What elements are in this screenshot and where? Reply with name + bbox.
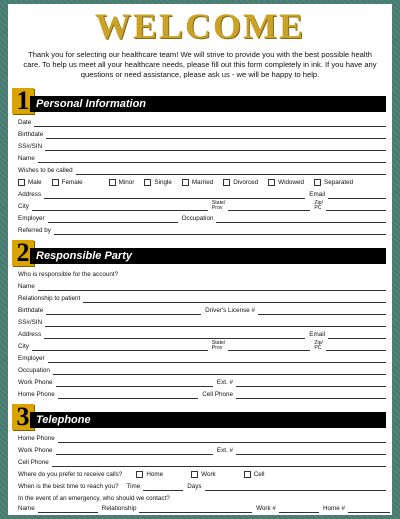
resp-city-label: City	[18, 343, 29, 350]
resp-occupation-field[interactable]	[53, 367, 386, 375]
zip-label-line1: Zip/	[314, 199, 323, 206]
prefer-work-checkbox[interactable]	[191, 470, 216, 479]
checkbox-box[interactable]	[182, 179, 189, 186]
resp-ssn-field[interactable]	[45, 319, 386, 327]
checkbox-box[interactable]	[109, 179, 116, 186]
resp-home-phone-field[interactable]	[58, 391, 198, 399]
emergency-contact-row	[18, 502, 390, 513]
checkbox-box[interactable]	[144, 179, 151, 186]
resp-ext-label: Ext. #	[216, 379, 233, 386]
date-row	[18, 116, 390, 127]
resp-birthdate-row	[18, 304, 390, 315]
employer-field[interactable]	[48, 215, 178, 223]
resp-ext-field[interactable]	[236, 379, 386, 387]
resp-birthdate-label: Birthdate	[18, 307, 44, 314]
tel-work-field[interactable]	[56, 447, 213, 455]
resp-city-row	[18, 340, 390, 351]
resp-address-field[interactable]	[44, 331, 305, 339]
address-label: Address	[18, 191, 42, 198]
resp-email-label: Email	[309, 331, 325, 338]
separated-checkbox[interactable]	[314, 178, 353, 187]
referred-label: Referred by	[18, 227, 51, 234]
checkbox-box[interactable]	[268, 179, 275, 186]
section-2-number: 2	[12, 240, 34, 266]
who-row	[18, 268, 390, 279]
emergency-relationship-label: Relationship	[101, 505, 137, 512]
state-label	[212, 201, 226, 211]
referred-row	[18, 224, 390, 235]
name-label: Name	[18, 155, 35, 162]
zip-label	[314, 201, 323, 211]
tel-ext-label: Ext. #	[216, 447, 233, 454]
tel-cell-label: Cell Phone	[18, 459, 49, 466]
single-label: Single	[154, 179, 172, 186]
section-1-title: Personal Information	[30, 96, 386, 112]
resp-employer-field[interactable]	[48, 355, 386, 363]
prefer-cell-checkbox[interactable]	[244, 470, 265, 479]
name-field[interactable]	[38, 155, 386, 163]
prefer-home-label: Home	[146, 471, 164, 478]
resp-name-label: Name	[18, 283, 35, 290]
occupation-label: Occupation	[181, 215, 214, 222]
tel-cell-field[interactable]	[52, 459, 386, 467]
intake-form	[8, 4, 392, 515]
resp-employer-label: Employer	[18, 355, 45, 362]
emergency-home-label: Home #	[322, 505, 345, 512]
resp-home-phone-row	[18, 388, 390, 399]
name-row	[18, 152, 390, 163]
emergency-label: In the event of an emergency, who should we contact?	[18, 495, 170, 502]
emergency-work-field[interactable]	[279, 505, 319, 513]
married-label: Married	[191, 179, 214, 186]
section-3-title: Telephone	[30, 412, 386, 428]
tel-home-label: Home Phone	[18, 435, 55, 442]
resp-zip-label-line2: PC	[314, 344, 322, 351]
emergency-name-field[interactable]	[38, 505, 98, 513]
state-label-line2: Prov	[211, 204, 223, 211]
female-checkbox[interactable]	[52, 178, 83, 187]
wishes-row	[18, 164, 390, 175]
separated-label: Separated	[324, 179, 354, 186]
resp-name-row	[18, 280, 390, 291]
ssn-field[interactable]	[45, 143, 386, 151]
resp-cell-phone-label: Cell Phone	[202, 391, 233, 398]
city-row	[18, 200, 390, 211]
intro-text: Thank you for selecting our healthcare team! We will strive to provide you with the best possible health care. To help us meet all your healthcare needs, please fill out this form completely in ink. If you have any questions or need assistance, please ask us - we will be happy to help.	[23, 50, 377, 80]
resp-state-label-line2: Prov	[211, 344, 223, 351]
who-label: Who is responsible for the account?	[18, 271, 119, 278]
relationship-field[interactable]	[83, 295, 386, 303]
minor-label: Minor	[118, 179, 135, 186]
married-checkbox[interactable]	[182, 178, 213, 187]
resp-city-field[interactable]	[32, 343, 208, 351]
resp-name-field[interactable]	[38, 283, 386, 291]
city-label: City	[18, 203, 29, 210]
resp-birthdate-field[interactable]	[46, 307, 201, 315]
ssn-row	[18, 140, 390, 151]
checkbox-box[interactable]	[223, 179, 230, 186]
prefer-home-checkbox[interactable]	[136, 470, 163, 479]
checkbox-box[interactable]	[191, 471, 198, 478]
employer-row	[18, 212, 390, 223]
welcome-title: WELCOME	[94, 6, 305, 46]
resp-email-field[interactable]	[328, 331, 386, 339]
emergency-home-field[interactable]	[348, 505, 390, 513]
checkbox-box[interactable]	[314, 179, 321, 186]
tel-work-row	[18, 444, 390, 455]
checkbox-box[interactable]	[18, 179, 25, 186]
resp-zip-label	[314, 341, 323, 351]
divorced-label: Divorced	[233, 179, 259, 186]
widowed-checkbox[interactable]	[268, 178, 304, 187]
birthdate-row	[18, 128, 390, 139]
prefer-cell-label: Cell	[253, 471, 265, 478]
best-time-label: When is the best time to reach you?	[18, 483, 119, 490]
resp-zip-field[interactable]	[326, 343, 386, 351]
single-checkbox[interactable]	[144, 178, 172, 187]
ssn-label: SS#/SIN	[18, 143, 43, 150]
occupation-field[interactable]	[216, 215, 386, 223]
resp-employer-row	[18, 352, 390, 363]
prefer-work-label: Work	[201, 471, 216, 478]
section-3-number: 3	[12, 404, 34, 430]
prefer-label: Where do you prefer to receive calls?	[18, 471, 123, 478]
emergency-name-label: Name	[18, 505, 35, 512]
email-field[interactable]	[328, 191, 386, 199]
resp-work-phone-row	[18, 376, 390, 387]
relationship-label: Relationship to patient	[18, 295, 81, 302]
tel-home-field[interactable]	[58, 435, 386, 443]
license-label: Driver's License #	[205, 307, 255, 314]
widowed-label: Widowed	[278, 179, 305, 186]
minor-checkbox[interactable]	[109, 178, 135, 187]
resp-ssn-row	[18, 316, 390, 327]
state-field[interactable]	[228, 203, 310, 211]
prefer-row	[18, 468, 390, 479]
tel-ext-field[interactable]	[236, 447, 386, 455]
employer-label: Employer	[18, 215, 45, 222]
days-field[interactable]	[205, 483, 386, 491]
resp-cell-phone-field[interactable]	[236, 391, 386, 399]
referred-field[interactable]	[54, 227, 386, 235]
zip-label-line2: PC	[314, 204, 322, 211]
resp-address-label: Address	[18, 331, 42, 338]
best-time-row	[18, 480, 390, 491]
resp-home-phone-label: Home Phone	[18, 391, 55, 398]
section-1-number: 1	[12, 88, 34, 114]
time-label: Time	[126, 483, 141, 490]
resp-work-phone-label: Work Phone	[18, 379, 53, 386]
checkbox-box[interactable]	[244, 471, 251, 478]
resp-occupation-row	[18, 364, 390, 375]
relationship-row	[18, 292, 390, 303]
tel-cell-row	[18, 456, 390, 467]
section-2-title: Responsible Party	[30, 248, 386, 264]
birthdate-label: Birthdate	[18, 131, 44, 138]
resp-address-row	[18, 328, 390, 339]
resp-state-label-line1: State/	[211, 339, 226, 346]
checkbox-box[interactable]	[136, 471, 143, 478]
status-options-row	[18, 176, 392, 187]
license-field[interactable]	[258, 307, 386, 315]
divorced-checkbox[interactable]	[223, 178, 258, 187]
email-label: Email	[309, 191, 325, 198]
resp-state-label	[212, 341, 226, 351]
emergency-work-label: Work #	[256, 505, 276, 512]
resp-state-field[interactable]	[228, 343, 310, 351]
address-field[interactable]	[44, 191, 305, 199]
wishes-field[interactable]	[76, 167, 386, 175]
state-label-line1: State/	[211, 199, 226, 206]
wishes-label: Wishes to be called	[18, 167, 73, 174]
zip-field[interactable]	[326, 203, 386, 211]
time-field[interactable]	[143, 483, 183, 491]
emergency-relationship-field[interactable]	[139, 505, 252, 513]
tel-work-label: Work Phone	[18, 447, 53, 454]
days-label: Days	[187, 483, 202, 490]
checkbox-box[interactable]	[52, 179, 59, 186]
date-label: Date	[18, 119, 32, 126]
male-label: Male	[28, 179, 42, 186]
birthdate-field[interactable]	[46, 131, 386, 139]
female-label: Female	[61, 179, 83, 186]
resp-zip-label-line1: Zip/	[314, 339, 323, 346]
resp-ssn-label: SS#/SIN	[18, 319, 43, 326]
male-checkbox[interactable]	[18, 178, 42, 187]
date-field[interactable]	[34, 119, 386, 127]
city-field[interactable]	[32, 203, 208, 211]
tel-home-row	[18, 432, 390, 443]
address-row	[18, 188, 390, 199]
resp-occupation-label: Occupation	[18, 367, 50, 374]
resp-work-phone-field[interactable]	[56, 379, 213, 387]
